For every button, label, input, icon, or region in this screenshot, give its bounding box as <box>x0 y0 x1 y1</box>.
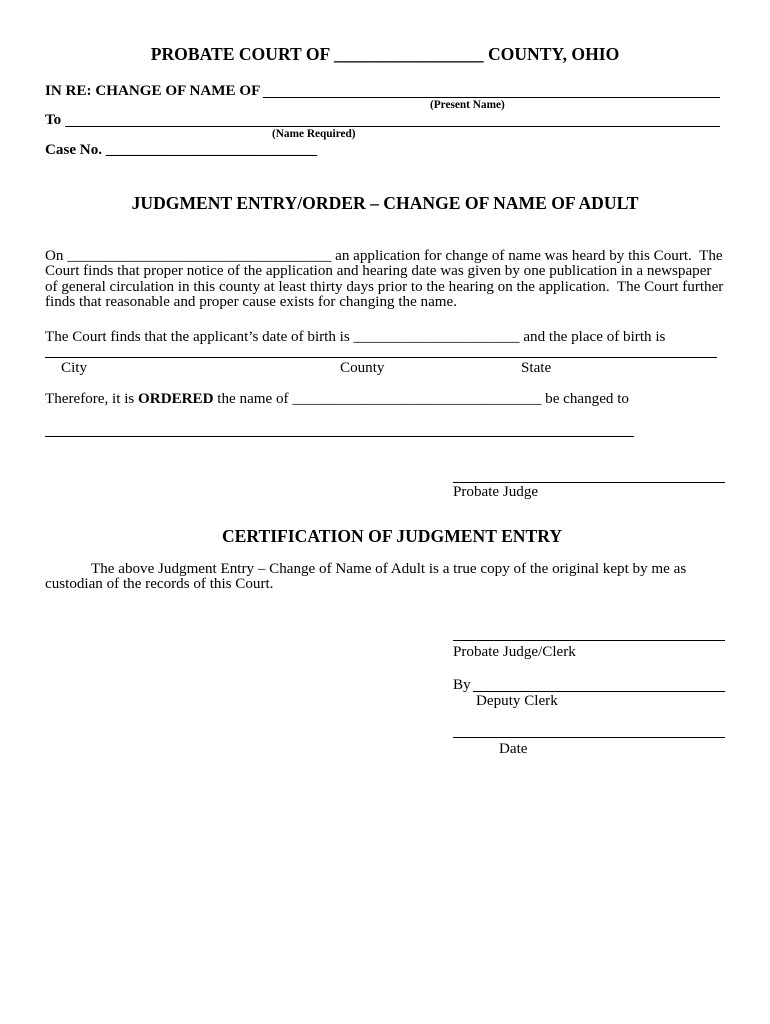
probate-judge-clerk-label: Probate Judge/Clerk <box>453 644 576 660</box>
paragraph-line: On ___________________________________ an application for change of name was heard by this Court. The <box>45 248 723 264</box>
ordered-emphasis: ORDERED <box>138 391 214 407</box>
county-label: County <box>340 360 385 376</box>
to-label: To <box>45 112 62 128</box>
new-name-line <box>65 126 720 127</box>
judgment-paragraph <box>45 249 723 311</box>
certification-paragraph <box>45 562 686 593</box>
state-label: State <box>521 360 552 376</box>
birthplace-line <box>45 357 717 358</box>
city-label: City <box>61 360 88 376</box>
birth-date-sentence: The Court finds that the applicant’s date of birth is ______________________ and the place of birth is <box>45 329 666 345</box>
certification-line: custodian of the records of this Court. <box>45 576 274 593</box>
by-label: By <box>453 677 471 693</box>
ordered-new-name-line <box>45 436 634 437</box>
deputy-clerk-label: Deputy Clerk <box>476 693 558 709</box>
certification-title: CERTIFICATION OF JUDGMENT ENTRY <box>221 526 563 546</box>
date-line <box>453 737 725 738</box>
probate-judge-label: Probate Judge <box>453 484 539 500</box>
paragraph-line: of general circulation in this county at least thirty days prior to the hearing on the application. The Court further <box>45 278 724 295</box>
date-label: Date <box>499 741 528 757</box>
in-re-label: IN RE: CHANGE OF NAME OF <box>45 83 261 99</box>
present-name-line <box>263 97 720 98</box>
judgment-title: JUDGMENT ENTRY/ORDER – CHANGE OF NAME OF ADULT <box>131 193 639 213</box>
court-title: PROBATE COURT OF _________________ COUNTY, OHIO <box>150 44 620 64</box>
certification-line: The above Judgment Entry – Change of Name of Adult is a true copy of the original kept by me as <box>91 561 687 577</box>
order-suffix: the name of _________________________________ be changed to <box>213 391 629 407</box>
order-sentence <box>45 390 629 408</box>
present-name-hint: (Present Name) <box>430 99 505 111</box>
paragraph-line: Court finds that proper notice of the application and hearing date was given by one publication in a newspaper <box>45 263 712 280</box>
paragraph-line: finds that reasonable and proper cause exists for changing the name. <box>45 294 457 311</box>
case-number-field: Case No. ____________________________ <box>45 142 318 158</box>
clerk-signature-line <box>453 640 725 641</box>
name-required-hint: (Name Required) <box>272 128 356 140</box>
order-prefix: Therefore, it is <box>45 391 139 407</box>
